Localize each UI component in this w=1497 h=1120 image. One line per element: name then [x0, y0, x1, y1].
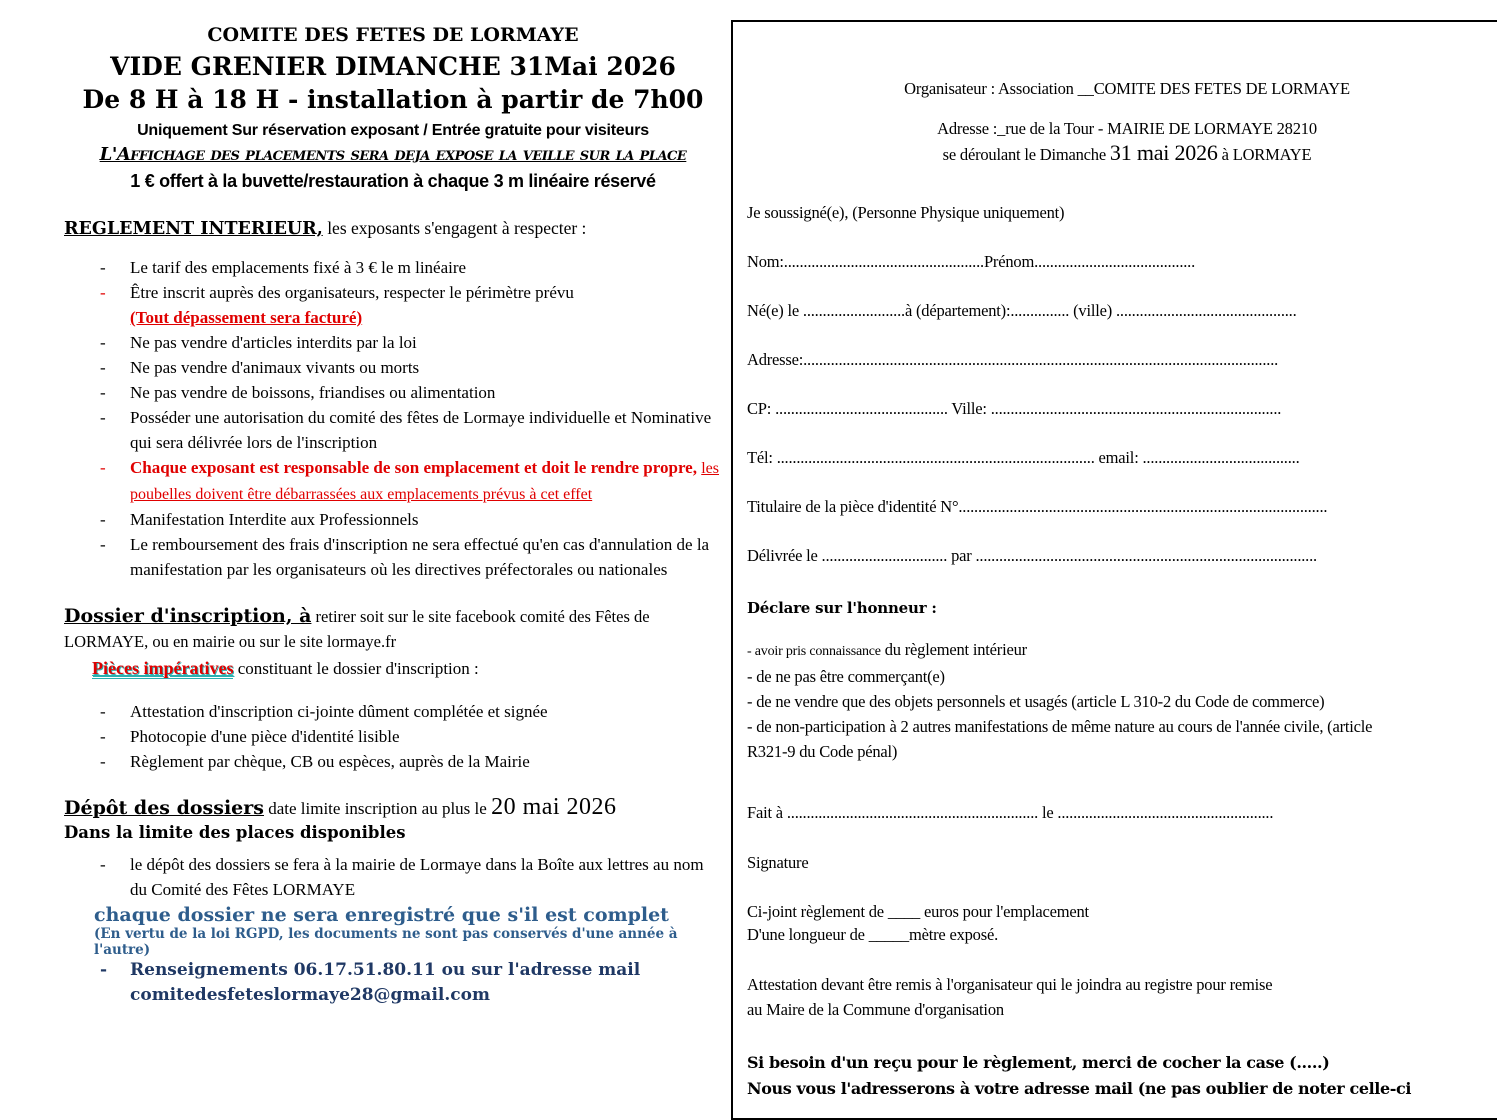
depot-heading-rest: date limite inscription au plus le: [263, 799, 492, 818]
form-soussigne-line: Je soussigné(e), (Personne Physique uniquement): [747, 203, 1065, 222]
dossier-heading-line: [64, 604, 722, 654]
depot-deadline: 20 mai 2026: [491, 794, 617, 820]
depot-complete-note: chaque dossier ne sera enregistré que s'il est complet: [94, 904, 669, 926]
event-title: VIDE GRENIER DIMANCHE 31Mai 2026: [110, 52, 676, 81]
field-adresse: Adresse:.........................................................................................................................: [747, 350, 1279, 369]
registration-form: [747, 78, 1497, 1102]
regulation-heading-line: [64, 218, 722, 239]
declare-item-participation: - de non-participation à 2 autres manifestations de même nature au cours de l'année civile, (article: [747, 717, 1373, 736]
depot-list: [64, 852, 722, 902]
regulation-heading: REGLEMENT INTERIEUR,: [64, 219, 323, 239]
rule-item-professionnels: - Manifestation Interdite aux Professionnels: [100, 510, 419, 529]
rule-item-inscrit: - Être inscrit auprès des organisateurs, respecter le périmètre prévu (Tout dépassement sera facturé): [100, 283, 574, 327]
depot-subline: Dans la limite des places disponibles: [64, 823, 406, 842]
piece-item-attestation: - Attestation d'inscription ci-jointe dûment complétée et signée: [100, 702, 548, 721]
attestation-block: [747, 972, 1497, 1022]
declare-heading: Déclare sur l'honneur :: [747, 599, 937, 617]
field-cp-ville: CP: ............................................ Ville: ..........................................................................: [747, 399, 1282, 418]
regulation-heading-rest: les exposants s'engagent à respecter :: [322, 218, 587, 238]
depot-item-mairie: - le dépôt des dossiers se fera à la mairie de Lormaye dans la Boîte aux lettres au nom du Comité des Fêtes LORMAYE: [100, 855, 704, 899]
depot-heading-line: [64, 794, 722, 821]
form-date-line: se déroulant le Dimanche 31 mai 2026 à LORMAYE: [942, 140, 1312, 165]
reservation-note: Uniquement Sur réservation exposant / Entrée gratuite pour visiteurs: [137, 122, 649, 139]
attestation-line1: Attestation devant être remis à l'organisateur qui le joindra au registre pour remise: [747, 975, 1273, 994]
form-event-date: 31 mai 2026: [1109, 140, 1218, 165]
rule-item-proprete: - Chaque exposant est responsable de son emplacement et doit le rendre propre, les poubelles doivent être débarrassées aux emplacements prévus à cet effet: [100, 458, 720, 503]
field-naissance: Né(e) le ..........................à (département):............... (ville) ..............................................: [747, 301, 1297, 320]
pieces-label: Pièces impératives: [92, 658, 234, 678]
recu-mail-line: Nous vous l'adresserons à votre adresse mail (ne pas oublier de noter celle-ci: [747, 1079, 1412, 1098]
attestation-line2: au Maire de la Commune d'organisation: [747, 1000, 1004, 1019]
declare-item-connaissance: - avoir pris connaissance du règlement intérieur: [747, 640, 1027, 659]
field-fait-a: Fait à ................................................................ le .......................................................: [747, 803, 1274, 822]
rule-item-articles: - Ne pas vendre d'articles interdits par la loi: [100, 333, 417, 352]
contact-item: - Renseignements 06.17.51.80.11 ou sur l'adresse mail comitedesfeteslormaye28@gmail.com: [100, 960, 641, 1005]
rule-item-remboursement: - Le remboursement des frais d'inscription ne sera effectué qu'en cas d'annulation de la manifestation par les organisateurs où les directives préfectorales ou nationales: [100, 535, 710, 579]
rule-item-tarif: - Le tarif des emplacements fixé à 3 € le m linéaire: [100, 258, 467, 277]
pieces-list: [64, 699, 722, 774]
declare-list: [747, 637, 1497, 764]
piece-item-reglement: - Règlement par chèque, CB ou espèces, auprès de la Mairie: [100, 752, 530, 771]
signature-label: Signature: [747, 853, 809, 872]
cijoint-longueur: D'une longueur de _____mètre exposé.: [747, 925, 998, 944]
piece-item-photocopie: - Photocopie d'une pièce d'identité lisible: [100, 727, 400, 746]
field-nom-prenom: Nom:...................................................Prénom.........................................: [747, 252, 1196, 271]
rule-item-animaux: - Ne pas vendre d'animaux vivants ou morts: [100, 358, 420, 377]
cijoint-euros: Ci-joint règlement de ____ euros pour l'emplacement: [747, 902, 1089, 921]
left-column: [64, 24, 722, 1008]
registration-form-panel: [731, 20, 1497, 1120]
pieces-rest: constituant le dossier d'inscription :: [233, 659, 479, 678]
placement-notice: L'Affichage des placements sera deja expose la veille sur la place: [99, 144, 687, 165]
rule-note-depassement: (Tout dépassement sera facturé): [130, 308, 363, 327]
field-tel-email: Tél: ................................................................................. email: ........................................: [747, 448, 1300, 467]
contact-email: comitedesfeteslormaye28@gmail.com: [130, 985, 490, 1005]
form-organizer-line: Organisateur : Association __COMITE DES FETES DE LORMAYE: [904, 79, 1350, 98]
recu-checkbox-line: Si besoin d'un reçu pour le règlement, merci de cocher la case (.....): [747, 1053, 1330, 1072]
pieces-line: [92, 656, 722, 681]
regulation-list: [64, 255, 722, 582]
form-address-line: Adresse :_rue de la Tour - MAIRIE DE LORMAYE 28210: [937, 119, 1317, 138]
dossier-heading-rest: retirer soit sur le site facebook comité des Fêtes de LORMAYE, ou en mairie ou sur le site lormaye.fr: [64, 607, 650, 651]
cijoint-block: [747, 900, 1497, 946]
organizer-title: COMITE DES FETES DE LORMAYE: [207, 24, 579, 46]
declare-item-objets: - de ne vendre que des objets personnels et usagés (article L 310-2 du Code de commerce): [747, 692, 1325, 711]
contact-list: [64, 958, 722, 1008]
field-piece-identite: Titulaire de la pièce d'identité N°..............................................................................................: [747, 497, 1328, 516]
declare-item-commercant: - de ne pas être commerçant(e): [747, 667, 945, 686]
rgpd-note: (En vertu de la loi RGPD, les documents ne sont pas conservés d'une année à l'autre): [94, 926, 678, 958]
buvette-offer: 1 € offert à la buvette/restauration à chaque 3 m linéaire réservé: [130, 171, 656, 191]
field-delivree: Délivrée le ................................ par .......................................................................................: [747, 546, 1317, 565]
rule-item-boissons: - Ne pas vendre de boissons, friandises ou alimentation: [100, 383, 496, 402]
event-hours: De 8 H à 18 H - installation à partir de 7h00: [82, 85, 704, 114]
dossier-heading: Dossier d'inscription, à: [64, 605, 312, 627]
depot-heading: Dépôt des dossiers: [64, 797, 264, 819]
rule-item-autorisation: - Posséder une autorisation du comité des fêtes de Lormaye individuelle et Nominative qui sera délivrée lors de l'inscription: [100, 408, 712, 452]
declare-item-participation-suite: R321-9 du Code pénal): [747, 742, 898, 761]
